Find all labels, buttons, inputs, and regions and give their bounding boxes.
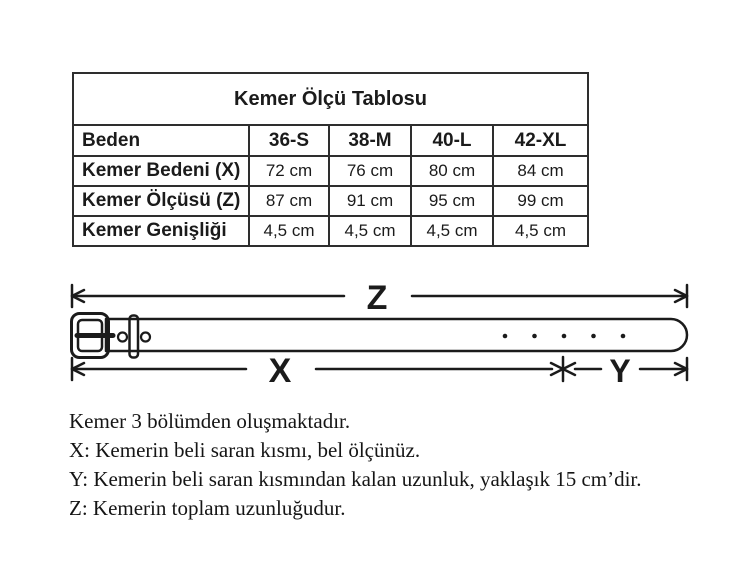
table-cell: 84 cm (493, 156, 588, 186)
belt-hole-dot (562, 334, 567, 339)
table-row-belt-size-x (73, 156, 588, 186)
belt-hole-dot (591, 334, 596, 339)
row-label: Kemer Genişliği (73, 216, 249, 246)
note-line-x: X: Kemerin beli saran kısmı, bel ölçünüz. (69, 438, 421, 462)
row-label: Kemer Bedeni (X) (73, 156, 249, 186)
table-cell: 91 cm (329, 186, 411, 216)
table-cell: 4,5 cm (329, 216, 411, 246)
belt-diagram (0, 260, 733, 410)
col-header-38m: 38-M (329, 125, 411, 156)
table-cell: 4,5 cm (493, 216, 588, 246)
table-cell: 99 cm (493, 186, 588, 216)
table-title: Kemer Ölçü Tablosu (73, 73, 588, 125)
col-header-40l: 40-L (411, 125, 493, 156)
belt-buckle-hole (118, 333, 127, 342)
belt-hole-dot (621, 334, 626, 339)
table-cell: 95 cm (411, 186, 493, 216)
belt-strap (106, 319, 687, 351)
table-row-belt-length-z (73, 186, 588, 216)
belt-hole-dot (503, 334, 508, 339)
size-table (72, 72, 589, 247)
table-header-row (73, 125, 588, 156)
col-header-42xl: 42-XL (493, 125, 588, 156)
table-row-belt-width (73, 216, 588, 246)
col-header-36s: 36-S (249, 125, 329, 156)
col-header-beden: Beden (73, 125, 249, 156)
note-line-y: Y: Kemerin beli saran kısmından kalan uzunluk, yaklaşık 15 cm’dir. (69, 467, 642, 491)
table-cell: 87 cm (249, 186, 329, 216)
table-cell: 80 cm (411, 156, 493, 186)
table-cell: 72 cm (249, 156, 329, 186)
label-y-remainder: Y (609, 353, 631, 389)
table-title-row (73, 73, 588, 125)
label-z-total-length: Z (366, 279, 388, 317)
note-line-intro: Kemer 3 bölümden oluşmaktadır. (69, 409, 351, 433)
belt-hole-dot (532, 334, 537, 339)
notes-block (69, 407, 642, 523)
table-cell: 76 cm (329, 156, 411, 186)
belt-punch-holes (503, 334, 626, 339)
label-x-waist-part: X (268, 352, 292, 390)
table-cell: 4,5 cm (411, 216, 493, 246)
table-cell: 4,5 cm (249, 216, 329, 246)
note-line-z: Z: Kemerin toplam uzunluğudur. (69, 496, 346, 520)
belt-buckle-hole (141, 333, 150, 342)
row-label: Kemer Ölçüsü (Z) (73, 186, 249, 216)
dimension-line-x (72, 357, 563, 381)
